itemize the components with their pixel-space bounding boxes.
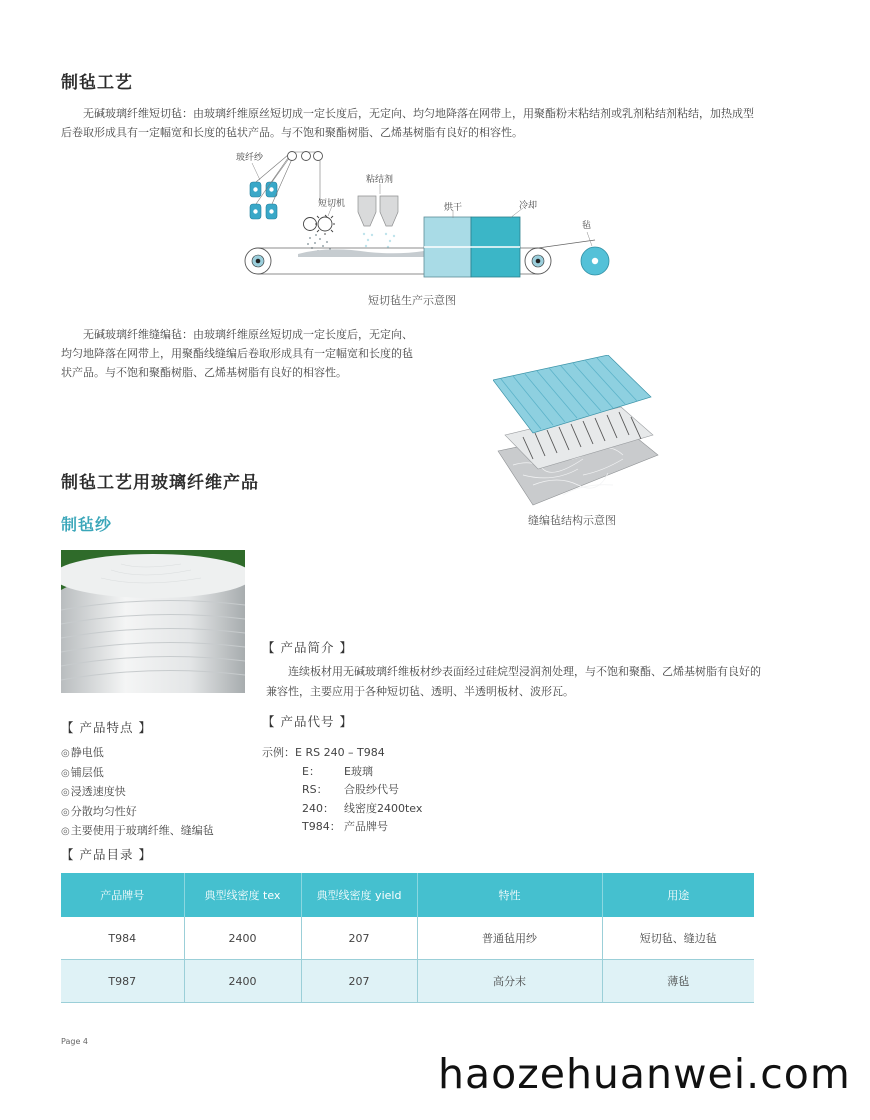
table-cell: T987	[61, 960, 184, 1003]
chopped-mat-diagram-caption: 短切毡生产示意图	[368, 294, 456, 307]
column-header: 特性	[417, 873, 602, 917]
feature-item: ◎ 铺层低	[61, 764, 214, 784]
feature-item: ◎ 静电低	[61, 744, 214, 764]
roving-product-image	[61, 550, 245, 693]
table-cell: 薄毡	[602, 960, 754, 1003]
features-list	[61, 744, 214, 842]
code-row: 240： 线密度2400tex	[302, 801, 423, 815]
table-row	[61, 917, 754, 960]
feature-item: ◎ 分散均匀性好	[61, 803, 214, 823]
chopped-mat-production-diagram	[230, 142, 620, 290]
watermark-url: haozehuanwei.com	[438, 1050, 851, 1098]
column-header: 用途	[602, 873, 754, 917]
yarn-bobbins	[250, 182, 277, 219]
label-binder: 粘结剂	[366, 175, 394, 185]
section-title-mat-products: 制毡工艺用玻璃纤维产品	[61, 473, 259, 493]
label-yarn: 玻纤纱	[236, 153, 264, 163]
table-header-row	[61, 873, 754, 917]
label-cooling: 冷却	[519, 201, 538, 211]
column-header: 典型线密度 tex	[184, 873, 301, 917]
product-intro-text: 连续板材用无碱玻璃纤维板材纱表面经过硅烷型浸润剂处理，与不饱和聚酯、乙烯基树脂有良好的兼容性，主要应用于各种短切毡、透明、半透明板材、波形瓦。	[266, 665, 761, 698]
table-cell: 普通毡用纱	[417, 917, 602, 960]
product-intro-heading: 【 产品简介 】	[262, 640, 353, 655]
table-cell: 2400	[184, 960, 301, 1003]
code-row: E： E玻璃	[302, 764, 373, 778]
feature-item: ◎ 浸透速度快	[61, 783, 214, 803]
chopped-mat-description: 无碱玻璃纤维短切毡：由玻璃纤维原丝短切成一定长度后，无定向、均匀地降落在网带上，用聚酯粉末粘结剂或乳剂粘结剂粘结，加热成型后卷取形成具有一定幅宽和长度的毡状产品。与不饱和聚酯树脂、乙烯基树脂有良好的相容性。	[61, 107, 754, 139]
chopper	[304, 215, 336, 235]
catalog-heading: 【 产品目录 】	[61, 847, 152, 862]
table-cell: 2400	[184, 917, 301, 960]
table-cell: 短切毡、缝边毡	[602, 917, 754, 960]
label-mat: 毡	[582, 221, 592, 231]
table-cell: 207	[301, 960, 417, 1003]
product-subtitle: 制毡纱	[61, 515, 113, 534]
code-row: RS： 合股纱代号	[302, 783, 399, 796]
stitched-mat-description: 无碱玻璃纤维缝编毡：由玻璃纤维原丝短切成一定长度后，无定向、均匀地降落在网带上，用聚酯线缝编后卷取形成具有一定幅宽和长度的毡状产品。与不饱和聚酯树脂、乙烯基树脂有良好的相容性。	[61, 328, 413, 379]
table-cell: 207	[301, 917, 417, 960]
column-header: 产品牌号	[61, 873, 184, 917]
page-number: Page 4	[61, 1037, 88, 1046]
stitched-mat-diagram-caption: 缝编毡结构示意图	[528, 514, 616, 527]
table-cell: T984	[61, 917, 184, 960]
label-chopper: 短切机	[318, 199, 346, 209]
code-example-value: E RS 240 – T984	[295, 746, 385, 759]
label-dryer: 烘干	[444, 203, 463, 213]
feature-item: ◎ 主要使用于玻璃纤维、缝编毡	[61, 822, 214, 842]
product-code-heading: 【 产品代号 】	[262, 714, 353, 729]
code-row: T984： 产品牌号	[302, 820, 388, 833]
product-catalog-table	[61, 873, 754, 1003]
section-title-mat-process: 制毡工艺	[61, 73, 133, 93]
features-heading: 【 产品特点 】	[61, 720, 152, 735]
table-row	[61, 960, 754, 1003]
column-header: 典型线密度 yield	[301, 873, 417, 917]
code-example-label: 示例：	[262, 746, 295, 759]
binder-hoppers	[358, 196, 398, 226]
table-cell: 高分末	[417, 960, 602, 1003]
stitched-mat-structure-diagram	[493, 355, 663, 513]
product-code-example	[262, 744, 422, 837]
